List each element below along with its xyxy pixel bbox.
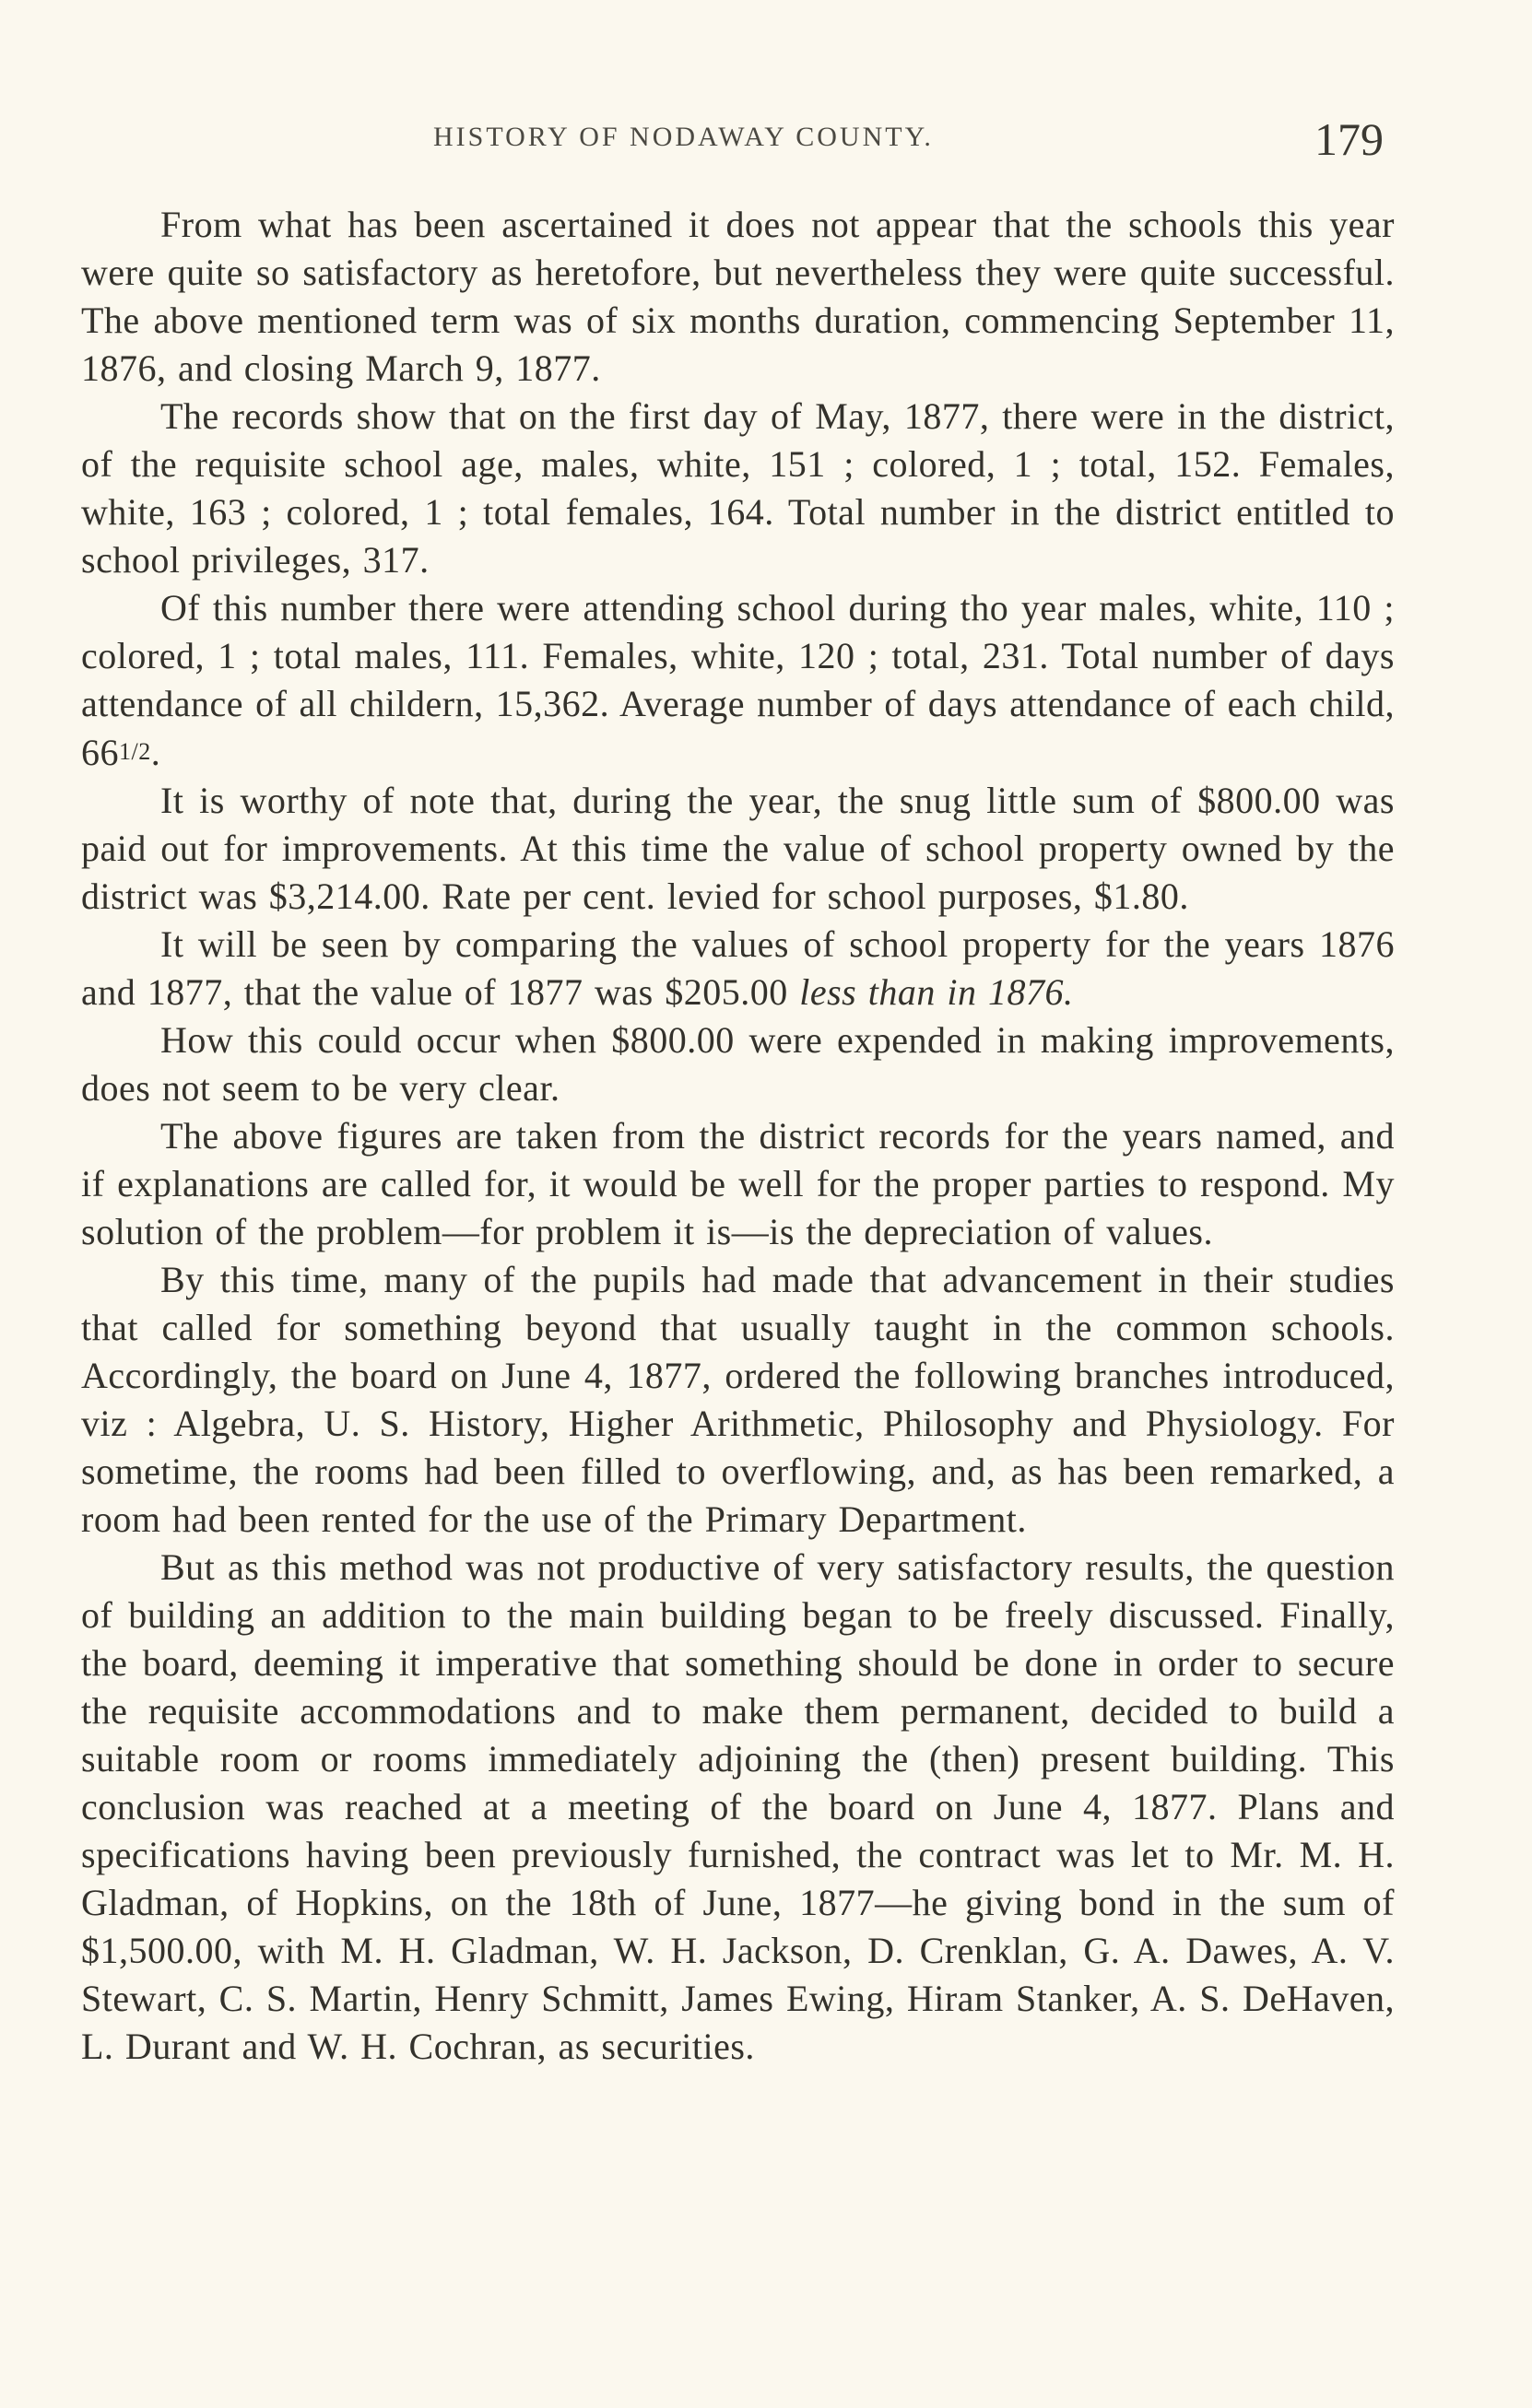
paragraph: The above figures are taken from the district records for the years named, and if explanations are called for, it would be well for the proper parties to respond. My solution of the problem—for problem it is—is the depreciation of values.	[81, 1115, 1395, 1252]
paragraph	[81, 584, 1395, 777]
paragraph	[81, 921, 1395, 1016]
paragraph: But as this method was not productive of very satisfactory results, the question of building an addition to the main building began to be freely discussed. Finally, the board, deeming it imperative that something should be done in order to secure the requisite accommodations and to make them permanent, decided to build a suitable room or rooms immediately adjoining the (then) present building. This conclusion was reached at a meeting of the board on June 4, 1877. Plans and specifications having been previously furnished, the contract was let to Mr. M. H. Gladman, of Hopkins, on the 18th of June, 1877—he giving bond in the sum of $1,500.00, with M. H. Gladman, W. H. Jackson, D. Crenklan, G. A. Dawes, A. V. Stewart, C. S. Martin, Henry Schmitt, James Ewing, Hiram Stanker, A. S. DeHaven, L. Durant and W. H. Cochran, as securities.	[81, 1546, 1395, 2067]
paragraph-text: It will be seen by comparing the values of school property for the years 1876 and 1877, that the value of 1877 was $205.00	[81, 923, 1395, 1013]
running-head-title: HISTORY OF NODAWAY COUNTY.	[433, 122, 934, 152]
page-number: 179	[1314, 113, 1384, 165]
body-text	[81, 201, 1395, 2071]
paragraph: It is worthy of note that, during the year, the snug little sum of $800.00 was paid out for improvements. At this time the value of school property owned by the district was $3,214.00. Rate per cent. levied for school purposes, $1.80.	[81, 780, 1395, 917]
paragraph: How this could occur when $800.00 were expended in making improvements, does not seem to be very clear.	[81, 1019, 1395, 1109]
paragraph: From what has been ascertained it does not appear that the schools this year were quite so satisfactory as heretofore, but nevertheless they were quite successful. The above mentioned term was of six months duration, commencing September 11, 1876, and closing March 9, 1877.	[81, 204, 1395, 389]
paragraph: The records show that on the first day of May, 1877, there were in the district, of the requisite school age, males, white, 151 ; colored, 1 ; total, 152. Females, white, 163 ; colored, 1 ; total females, 164. Total number in the district entitled to school privileges, 317.	[81, 395, 1395, 581]
fraction: 1/2	[119, 738, 151, 765]
paragraph-text: Of this number there were attending school during tho year males, white, 110 ; colored, 1 ; total males, 111. Females, white, 120 ; total, 231. Total number of days attendance of all childern, 15,362. Average number of days attendance of each child, 66	[81, 587, 1395, 773]
italic-text: less than in 1876.	[799, 971, 1074, 1013]
paragraph: By this time, many of the pupils had made that advancement in their studies that called for something beyond that usually taught in the common schools. Accordingly, the board on June 4, 1877, ordered the following branches introduced, viz : Algebra, U. S. History, Higher Arithmetic, Philosophy and Physiology. For sometime, the rooms had been filled to overflowing, and, as has been remarked, a room had been rented for the use of the Primary Department.	[81, 1259, 1395, 1540]
running-head	[0, 113, 1532, 173]
paragraph-text-end: .	[150, 732, 161, 773]
